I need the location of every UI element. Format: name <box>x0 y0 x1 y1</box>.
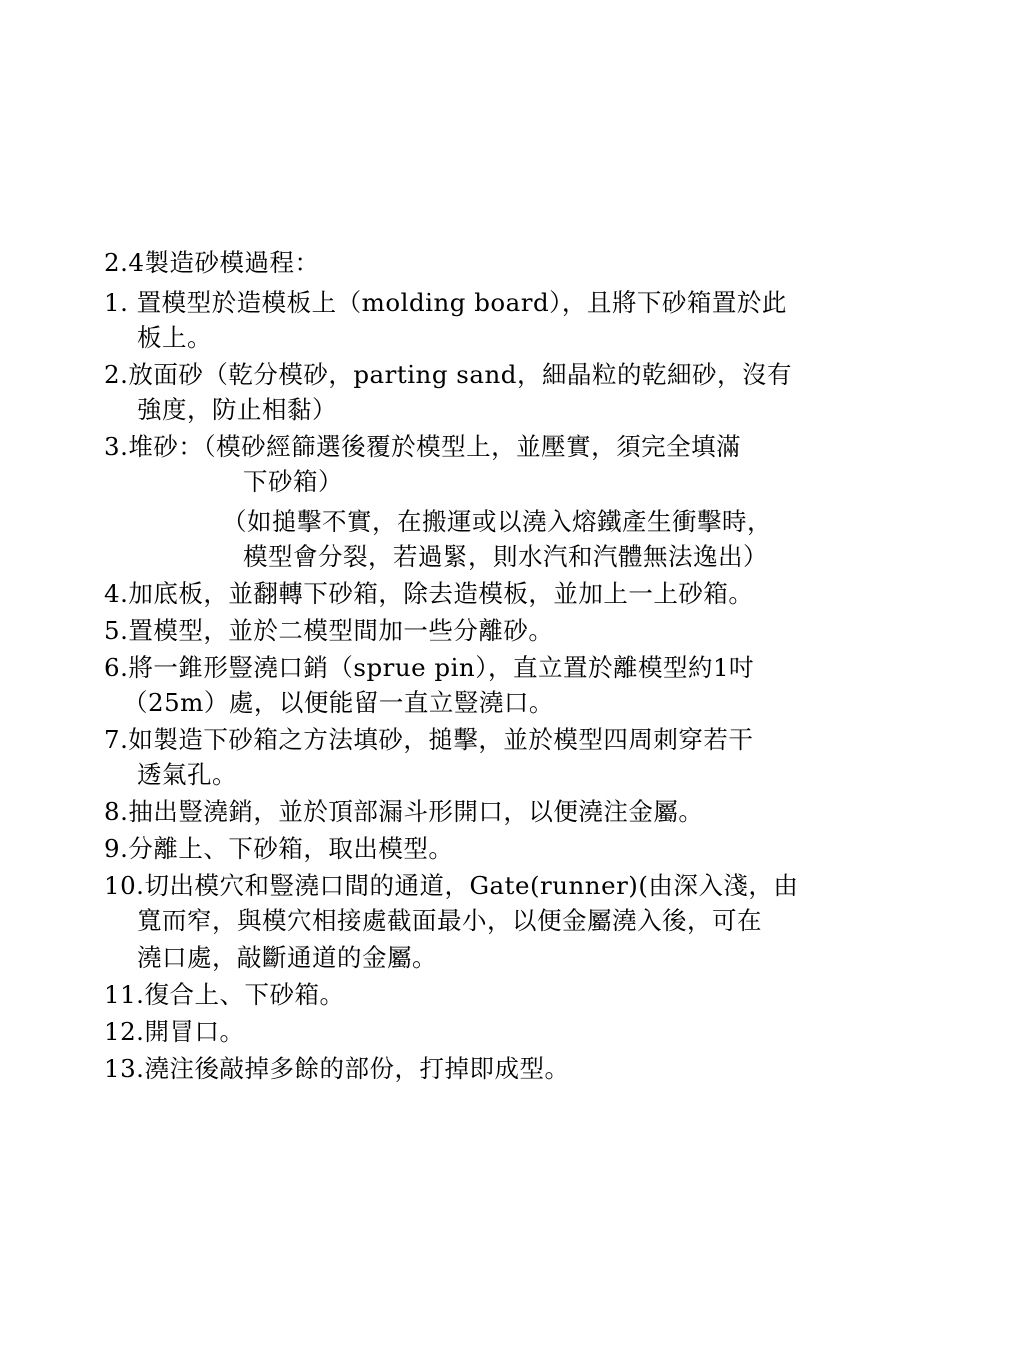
step-9: 9.分離上、下砂箱，取出模型。 <box>104 834 454 863</box>
step-2-line-2: 強度，防止相黏） <box>137 395 337 424</box>
step-1-line-1: 1. 置模型於造模板上（molding board），且將下砂箱置於此 <box>104 288 787 317</box>
step-7-line-2: 透氣孔。 <box>137 760 237 789</box>
step-7-line-1: 7.如製造下砂箱之方法填砂，搥擊，並於模型四周刺穿若干 <box>104 725 754 754</box>
step-3-line-2: 下砂箱） <box>243 467 343 496</box>
step-1-line-2: 板上。 <box>137 323 212 352</box>
step-11: 11.復合上、下砂箱。 <box>104 980 345 1009</box>
step-8: 8.抽出豎澆銷，並於頂部漏斗形開口，以便澆注金屬。 <box>104 797 704 826</box>
step-2-line-1: 2.放面砂（乾分模砂，parting sand，細晶粒的乾細砂，沒有 <box>104 360 792 389</box>
step-3-note-line-1: （如搥擊不實，在搬運或以澆入熔鐵產生衝擊時， <box>222 507 772 536</box>
step-5: 5.置模型，並於二模型間加一些分離砂。 <box>104 616 554 645</box>
step-4: 4.加底板，並翻轉下砂箱，除去造模板，並加上一上砂箱。 <box>104 579 754 608</box>
step-6-line-1: 6.將一錐形豎澆口銷（sprue pin），直立置於離模型約1吋 <box>104 653 755 682</box>
step-12: 12.開冒口。 <box>104 1017 245 1046</box>
step-6-line-2: （25m）處，以便能留一直立豎澆口。 <box>123 688 554 717</box>
step-10-line-3: 澆口處，敲斷通道的金屬。 <box>137 943 437 972</box>
step-13: 13.澆注後敲掉多餘的部份，打掉即成型。 <box>104 1054 570 1083</box>
step-10-line-2: 寬而窄，與模穴相接處截面最小，以便金屬澆入後，可在 <box>137 906 762 935</box>
step-3-note-line-2: 模型會分裂，若過緊，則水汽和汽體無法逸出） <box>243 542 768 571</box>
step-10-line-1: 10.切出模穴和豎澆口間的通道，Gate(runner)(由深入淺，由 <box>104 871 799 900</box>
step-3-line-1: 3.堆砂：（模砂經篩選後覆於模型上，並壓實，須完全填滿 <box>104 432 742 461</box>
section-title: 2.4製造砂模過程： <box>104 248 320 277</box>
